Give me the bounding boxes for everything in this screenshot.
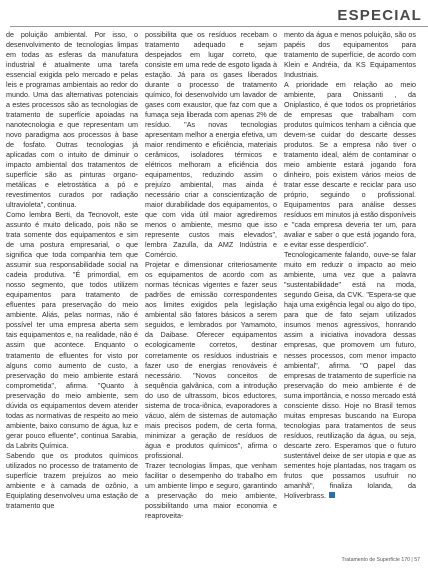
paragraph: possibilita que os resíduos recebam o tratamento adequado e sejam despejados em lugar correto, que consiste em uma rede de esgoto ligada à estação. Já para os gases liberados durante o processo de tratamento químico, foi desenvolvido um lavador de gases com exaustor, que faz com que a fumaça seja liberada com apenas 2% de resíduo. "As novas tecnologias apresentam melhor a energia efetiva, um maior rendimento e eficiência, materiais cerâmicos, isoladores térmicos e elétricos melhoram a eficiência dos equipamentos, reduzindo assim o prejuízo ambiental, mas ainda é necessário criar a conscientização de maior durabilidade dos equipamentos, o que com vida útil maior agrediremos menos o ambiente, mesmo que isso represente custos mais elevados", lembra Zazulla, da AMZ Indústria e Comércio. bbox=[145, 30, 277, 260]
paragraph-text: Tecnologicamente falando, ouve-se falar muito em reduzir o impacto ao meio ambiente, uma vez que a palavra "sustentabilidade" está na moda, segundo Geisa, da CVK. "Espera-se que haja uma exigência legal ou algo do tipo, para que de fato sejam utilizados insumos menos agressivos, honrando assim a iniciativa inovadora dessas empresas, que promovem um futuro, nesses processos, com menor impacto ambiental", afirma. "O papel das empresas de tratamento de superfície na preservação do meio ambiente é de suma importância, e nosso mercado está consciente disso. Hoje no Brasil temos muitas empresas buscando na Europa tecnologias para tratamentos de seus resíduos, reutilização da água, ou seja, descarte zero. Esperamos que o futuro sustentável deixe de ser utopia e que as sementes hoje plantadas, nos tragam os frutos que possamos usufruir no amanhã", finaliza Iolanda, da Holiverbrass. bbox=[284, 250, 416, 500]
end-of-article-icon bbox=[329, 492, 335, 498]
paragraph: Trazer tecnologias limpas, que venham facilitar o desempenho do trabalho em um ambiente limpo e seguro, garantindo a preservação do meio ambiente, possibilitando uma maior economia e reaproveita- bbox=[145, 460, 277, 520]
header-rule bbox=[10, 26, 428, 27]
paragraph: Como lembra Berti, da Tecnovolt, este assunto é muito delicado, pois não se trata somente dos equipamentos e sim de uma postura empresarial, o que significa que toda companhia tem que assumir sua responsabilidade social na cadeia produtiva. "É primordial, em nosso segmento, que todos utilizem equipamentos para tratamento de efluentes para preservação do meio ambiente. Aliás, pelas normas, não é possível ter uma empresa aberta sem tais equipamentos e, na realidade, não é assim que acontece. Enquanto o tratamento de efluentes for visto por alguns como aumento de custo, a preservação do meio ambiente estará comprometida", afirma. "Quanto à preservação do meio ambiente, sem dúvida os equipamentos devem atender todas as normativas de respeito ao meio ambiente, baixo consumo de água, luz e gerar pouco efluente", continua Sarabia, da Labrits Química. bbox=[6, 210, 138, 450]
article-column-3 bbox=[284, 30, 416, 501]
paragraph: A prioridade em relação ao meio ambiente, para Onissanti , da Oniplastico, é que todos os proprietários de empresas que trabalham com produtos químicos tenham a ciência que devem-se cuidar do descarte desses produtos. Se a empresa não tiver o tratamento ideal, além de contaminar o meio ambiente estará jogando fora dinheiro, pois existem vários meios de tratar esse descarte e reciclar para uso próprio, seguindo o profissional. Equipamentos para análise desses resíduos em minutos já estão disponíveis e "cada empresa deveria ter um, para avaliar e saber o que está jogando fora, e evitar esse desperdício". bbox=[284, 80, 416, 250]
paragraph-last bbox=[284, 250, 416, 500]
paragraph: mento da água e menos poluição, são os papéis dos equipamentos para tratamento de superfície, de acordo com Klein e Andréia, da KS Equipamentos Industriais. bbox=[284, 30, 416, 80]
page-footer: Tratamento de Superfície 170 | 57 bbox=[341, 557, 420, 563]
paragraph: de poluição ambiental. Por isso, o desenvolvimento de tecnologias limpas em todas as esferas da manufatura industrial é atualmente uma tarefa essencial exigida pelo mercado e pelas leis e programas ambientais ao redor do mundo. Uma das alternativas potenciais a estes processos são as tecnologias de tratamento de superfície apoiadas na nanotecnologia e que representam um novo paradigma aos processos à base de fosfato. Outras tecnologias já aplicadas com o intuito de diminuir o impacto ambiental dos tratamentos de superfície são as pinturas organo-metálicas e eletrostática a pó e revestimentos curados por radiação ultravioleta", continua. bbox=[6, 30, 138, 210]
paragraph: Sabendo que os produtos químicos utilizados no processo de tratamento de superfície trazem prejuízos ao meio ambiente e à camada de ozônio, a Equiplating desenvolveu uma estação de tratamento que bbox=[6, 450, 138, 510]
article-column-1 bbox=[6, 30, 138, 511]
section-title: ESPECIAL bbox=[337, 7, 422, 24]
page-header bbox=[0, 6, 428, 28]
article-column-2 bbox=[145, 30, 277, 521]
paragraph: Projetar e dimensionar criteriosamente os equipamentos de acordo com as normas técnicas vigentes e fazer seus padrões de emissão correspondentes aos limites exigidos pela legislação ambiental são fatores básicos a serem seguidos, e lembrados por Yamamoto, da Daibase. Oferecer equipamentos ecologicamente corretos, destinar corretamente os resíduos industriais e fazer uso de energias renováveis é necessário. "Novos conceitos de sequência galvânica, com a introdução do uso de ultrassom, bicos eductores, sistema de troca-iônica, evaporadores a vácuo, além de sistemas de automação mais precisos podem, de certa forma, minimizar a geração de resíduos de água e produtos químicos", afirma o profissional. bbox=[145, 260, 277, 460]
